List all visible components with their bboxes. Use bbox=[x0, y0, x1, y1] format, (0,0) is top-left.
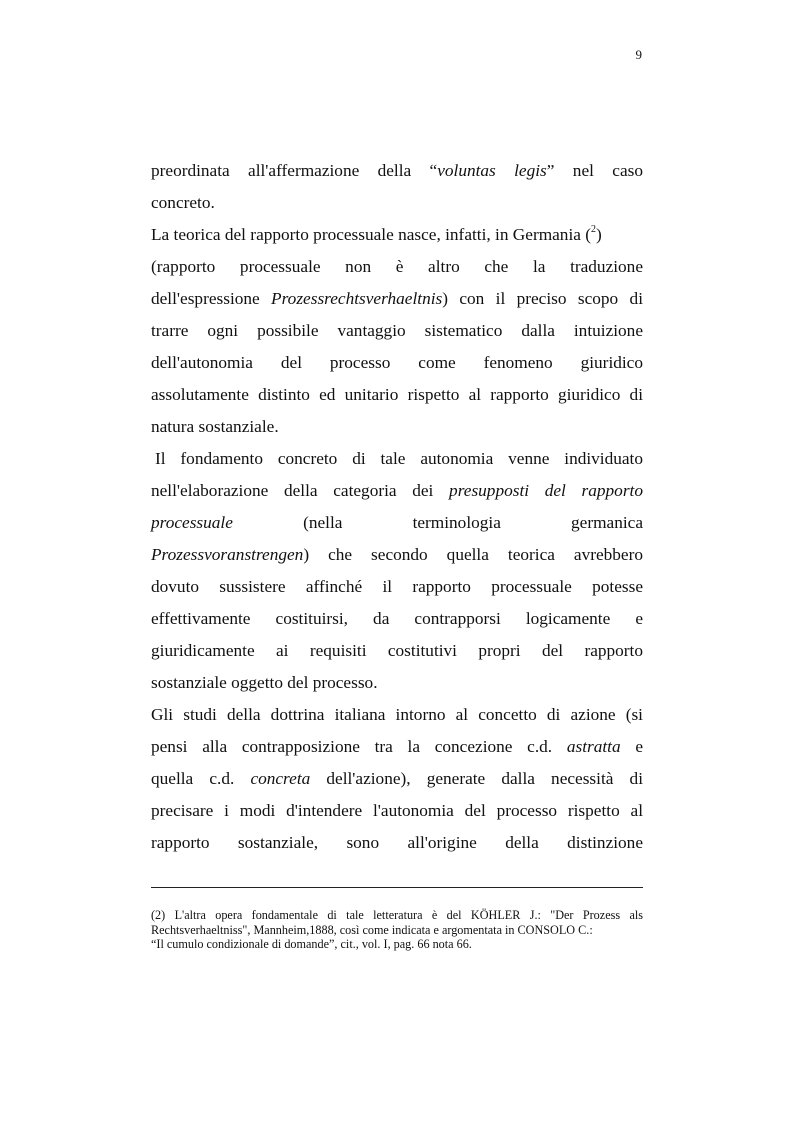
body-line: Gli studi della dottrina italiana intorno al concetto di azione (si bbox=[151, 705, 643, 724]
text-run: dell'azione), generate dalla necessità di bbox=[310, 769, 643, 788]
italic-term: processuale bbox=[151, 513, 233, 532]
footnote-ref: 2 bbox=[591, 224, 596, 235]
body-line: assolutamente distinto ed unitario rispetto al rapporto giuridico di bbox=[151, 385, 643, 404]
body-line: sostanziale oggetto del processo. bbox=[151, 673, 378, 692]
body-line: trarre ogni possibile vantaggio sistematico dalla intuizione bbox=[151, 321, 643, 340]
body-line: Il fondamento concreto di tale autonomia venne individuato bbox=[155, 449, 643, 468]
italic-term: presupposti del rapporto bbox=[449, 481, 643, 500]
body-line: dell'autonomia del processo come fenomeno giuridico bbox=[151, 353, 643, 372]
body-line bbox=[151, 283, 643, 315]
body-line bbox=[151, 731, 643, 763]
text-run: preordinata all'affermazione della “ bbox=[151, 161, 438, 180]
text-run: nell'elaborazione della categoria dei bbox=[151, 481, 450, 500]
text-run: La teorica del rapporto processuale nasce, infatti, in Germania ( bbox=[151, 225, 591, 244]
italic-term: voluntas legis bbox=[437, 161, 547, 180]
body-line bbox=[151, 507, 643, 539]
italic-term: concreta bbox=[250, 769, 311, 788]
body-text bbox=[151, 155, 643, 859]
body-line: dovuto sussistere affinché il rapporto processuale potesse bbox=[151, 577, 643, 596]
footnote-line: (2) L'altra opera fondamentale di tale letteratura è del KÖHLER J.: "Der Prozess als bbox=[151, 908, 643, 922]
text-run: quella c.d. bbox=[151, 769, 251, 788]
page-number: 9 bbox=[635, 47, 642, 62]
body-line: rapporto sostanziale, sono all'origine della distinzione bbox=[151, 833, 643, 852]
footnote bbox=[151, 908, 643, 952]
footnote-line: Rechtsverhaeltniss", Mannheim,1888, così come indicata e argomentata in CONSOLO C.: bbox=[151, 922, 593, 937]
body-line bbox=[151, 219, 643, 251]
body-line: (rapporto processuale non è altro che la traduzione bbox=[151, 257, 643, 276]
body-line: natura sostanziale. bbox=[151, 417, 279, 436]
text-run: ) bbox=[596, 225, 602, 244]
text-run: pensi alla contrapposizione tra la concezione c.d. bbox=[151, 737, 567, 756]
body-line bbox=[151, 475, 643, 507]
footnote-divider bbox=[151, 887, 643, 888]
text-run: ) con il preciso scopo di bbox=[442, 289, 643, 308]
body-line: giuridicamente ai requisiti costitutivi propri del rapporto bbox=[151, 641, 643, 660]
body-line: effettivamente costituirsi, da contrapporsi logicamente e bbox=[151, 609, 643, 628]
text-run: ” nel caso bbox=[546, 161, 643, 180]
text-run: (nella terminologia germanica bbox=[232, 513, 643, 532]
text-run: dell'espressione bbox=[151, 289, 272, 308]
text-run: e bbox=[620, 737, 643, 756]
body-line: precisare i modi d'intendere l'autonomia del processo rispetto al bbox=[151, 801, 643, 820]
body-line: concreto. bbox=[151, 193, 215, 212]
body-line bbox=[151, 763, 643, 795]
italic-term: Prozessvoranstrengen bbox=[151, 545, 304, 564]
text-run: ) che secondo quella teorica avrebbero bbox=[303, 545, 643, 564]
italic-term: astratta bbox=[566, 737, 621, 756]
italic-term: Prozessrechtsverhaeltnis bbox=[271, 289, 443, 308]
body-line bbox=[151, 155, 643, 187]
footnote-line: “Il cumulo condizionale di domande”, cit., vol. I, pag. 66 nota 66. bbox=[151, 937, 472, 952]
body-line bbox=[151, 539, 643, 571]
